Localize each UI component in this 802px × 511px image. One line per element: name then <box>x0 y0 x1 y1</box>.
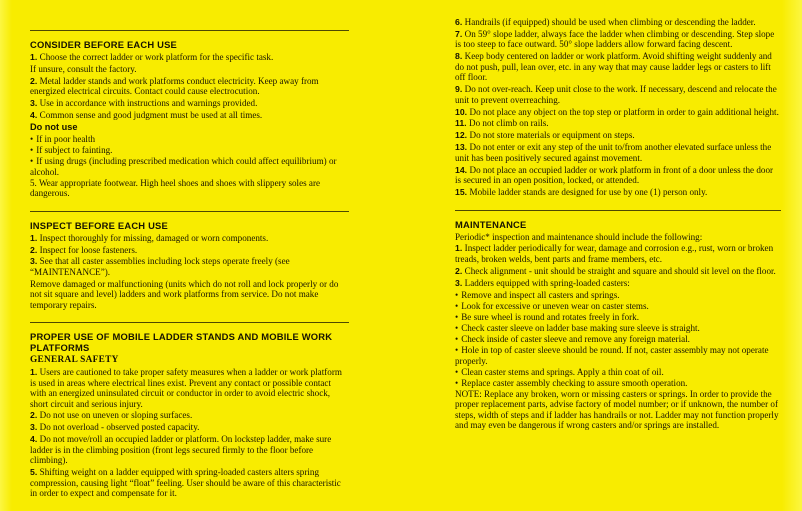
section <box>30 30 349 199</box>
bullet-item <box>30 145 349 156</box>
bullet-icon: • <box>30 133 34 144</box>
bold-label <box>30 122 349 133</box>
item-number: 8. <box>455 51 465 62</box>
item-number: 10. <box>455 106 470 117</box>
item-number: 15. <box>455 187 470 198</box>
right-column <box>455 0 781 432</box>
paragraph <box>455 389 781 431</box>
item-text: Check caster sleeve on ladder base making sure sleeve is straight. <box>461 322 700 333</box>
item-text: Check inside of caster sleeve and remove any foreign material. <box>461 333 690 344</box>
item-text: Do not store materials or equipment on steps. <box>469 130 635 141</box>
numbered-item <box>30 367 349 409</box>
item-number: 3. <box>455 277 465 288</box>
item-number: 2. <box>30 244 40 255</box>
numbered-item <box>455 142 781 163</box>
numbered-item <box>455 17 781 28</box>
numbered-item <box>455 29 781 50</box>
numbered-item <box>30 110 349 121</box>
section-divider <box>455 210 781 211</box>
numbered-item <box>455 266 781 277</box>
item-text: Clean caster stems and springs. Apply a thin coat of oil. <box>461 366 664 377</box>
numbered-item <box>455 278 781 289</box>
item-text: Do not climb on rails. <box>469 118 549 129</box>
item-number: 4. <box>30 434 40 445</box>
bullet-icon: • <box>455 300 459 311</box>
bullet-icon: • <box>455 333 459 344</box>
item-text: Keep body centered on ladder or work platform. Avoid shifting weight suddenly and do not push, pull, lean over, etc. in any way that may cause ladder legs or casters to lift off floor. <box>455 51 772 83</box>
item-number: 14. <box>455 164 470 175</box>
bullet-item <box>455 345 781 366</box>
numbered-item <box>455 118 781 129</box>
item-text: If subject to fainting. <box>36 144 113 155</box>
item-text: Be sure wheel is round and rotates freely in fork. <box>461 311 639 322</box>
item-text: Metal ladder stands and work platforms conduct electricity. Keep away from energized electrical circuits. Contact could cause electrocution. <box>30 75 319 97</box>
label-text: Do not use <box>30 121 78 132</box>
item-number: 4. <box>30 110 40 121</box>
section <box>30 211 349 311</box>
item-text: Hole in top of caster sleeve should be round. If not, caster assembly may not operate properly. <box>455 345 769 366</box>
item-number: 5. <box>30 177 39 188</box>
bullet-item <box>455 367 781 378</box>
bullet-icon: • <box>455 311 459 322</box>
item-text: Inspect ladder periodically for wear, damage and corrosion e.g., rust, worn or broken treads, broken welds, bent parts and frame members, etc. <box>455 243 774 264</box>
item-number: 1. <box>30 52 40 62</box>
paragraph <box>455 232 781 243</box>
bullet-icon: • <box>455 345 459 356</box>
bullet-item <box>30 156 349 177</box>
section <box>30 322 349 498</box>
bullet-icon: • <box>455 377 459 388</box>
item-number: 13. <box>455 142 470 153</box>
item-number: 12. <box>455 130 470 141</box>
item-text: Inspect for loose fasteners. <box>39 244 138 255</box>
item-text: Wear appropriate footwear. High heel shoes and shoes with slippery soles are dangerous. <box>30 177 321 199</box>
bullet-item <box>455 323 781 334</box>
item-text: Do not overload - observed posted capacity. <box>39 422 200 433</box>
item-text: Check alignment - unit should be straight and square and should sit level on the floor. <box>464 265 776 276</box>
item-text: Do not place an occupied ladder or work platform in front of a door unless the door is secured in an open position, locked, or attended. <box>455 164 774 186</box>
bullet-icon: • <box>30 144 34 155</box>
item-text: Inspect thoroughly for missing, damaged or worn components. <box>39 232 269 243</box>
item-number: 3. <box>30 98 40 109</box>
numbered-item <box>455 130 781 141</box>
item-text: NOTE: Replace any broken, worn or missing casters or springs. In order to provide the proper replacement parts, advise factory of model number; or if unknown, the number of steps, width of steps and if ladder has handrails or not. Ladder may not function properly and may even be dangerous if wrong casters and/or springs are installed. <box>455 388 779 431</box>
item-number: 9. <box>455 84 465 95</box>
item-text: See that all caster assemblies including lock steps operate freely (see “MAINTENANCE”). <box>30 256 290 277</box>
item-text: Do not place any object on the top step or platform in order to gain additional height. <box>469 106 779 117</box>
item-text: Do not use on uneven or sloping surfaces. <box>39 410 193 421</box>
numbered-item <box>30 467 349 499</box>
item-number: 7. <box>455 28 465 39</box>
item-text: Replace caster assembly checking to assure smooth operation. <box>461 377 688 388</box>
paragraph <box>30 64 349 75</box>
item-text: Choose the correct ladder or work platform for the specific task. <box>39 52 274 62</box>
item-text: Handrails (if equipped) should be used when climbing or descending the ladder. <box>464 17 756 27</box>
item-text: Mobile ladder stands are designed for use by one (1) person only. <box>469 187 708 198</box>
section-heading: GENERAL SAFETY <box>30 355 119 366</box>
bullet-item <box>455 312 781 323</box>
bullet-item <box>455 290 781 301</box>
section <box>455 210 781 431</box>
item-number: 2. <box>30 75 40 86</box>
left-column <box>30 0 349 500</box>
item-text: Do not enter or exit any step of the unit to/from another elevated surface unless the unit has been positively secured against movement. <box>455 142 772 163</box>
item-number: 1. <box>30 232 40 243</box>
bullet-icon: • <box>455 322 459 333</box>
numbered-item <box>455 243 781 264</box>
item-text: Look for excessive or uneven wear on caster stems. <box>461 300 649 311</box>
section-divider <box>30 211 349 212</box>
numbered-item <box>455 84 781 105</box>
item-number: 1. <box>455 243 465 254</box>
item-text: Do not move/roll an occupied ladder or platform. On lockstep ladder, make sure ladder is in the climbing position (front legs secured firmly to the floor before climbing). <box>30 434 332 466</box>
item-number: 2. <box>455 265 465 276</box>
numbered-item <box>455 187 781 198</box>
item-text: Shifting weight on a ladder equipped with spring-loaded casters alters spring compression, causing light “float” feeling. User should be aware of this characteristic in order to expect and compensate for it. <box>30 467 341 499</box>
item-text: Periodic* inspection and maintenance should include the following: <box>455 231 703 242</box>
section-divider <box>30 30 349 31</box>
numbered-item <box>30 52 349 63</box>
item-number: 6. <box>455 17 465 27</box>
numbered-item <box>30 434 349 466</box>
numbered-item <box>30 178 349 199</box>
item-number: 2. <box>30 410 40 421</box>
numbered-item <box>455 165 781 186</box>
numbered-item <box>30 76 349 97</box>
section-heading: CONSIDER BEFORE EACH USE <box>30 39 178 50</box>
item-number: 1. <box>30 367 40 378</box>
bullet-icon: • <box>455 366 459 377</box>
item-text: If unsure, consult the factory. <box>30 63 137 74</box>
item-text: Common sense and good judgment must be used at all times. <box>39 110 263 121</box>
bullet-item <box>455 334 781 345</box>
item-text: Ladders equipped with spring-loaded casters: <box>464 277 630 288</box>
paragraph <box>30 279 349 311</box>
item-text: Do not over-reach. Keep unit close to the work. If necessary, descend and relocate the unit to prevent overreaching. <box>455 84 777 105</box>
item-text: Remove and inspect all casters and springs. <box>461 289 620 300</box>
numbered-item <box>30 233 349 244</box>
bullet-icon: • <box>455 289 459 300</box>
item-text: Users are cautioned to take proper safety measures when a ladder or work platform is used in areas where electrical lines exist. Prevent any contact or possible contact with an energized uninsulated circuit or conductor in order to avoid electric shock, short circuit and serious injury. <box>30 367 342 409</box>
bullet-item <box>30 134 349 145</box>
item-text: Remove damaged or malfunctioning (units which do not roll and lock properly or do not sit square and level) ladders and work platforms from service. Do not make temporary repairs. <box>30 278 339 310</box>
item-text: If in poor health <box>36 133 96 144</box>
item-text: Use in accordance with instructions and warnings provided. <box>39 98 258 109</box>
numbered-item <box>30 245 349 256</box>
item-text: If using drugs (including prescribed medication which could affect equilibrium) or alcohol. <box>30 156 337 177</box>
section-heading: INSPECT BEFORE EACH USE <box>30 219 168 231</box>
bullet-item <box>455 301 781 312</box>
section <box>455 17 781 198</box>
numbered-item <box>30 422 349 433</box>
numbered-item <box>30 98 349 109</box>
section-heading: PROPER USE OF MOBILE LADDER STANDS AND MOBILE WORK PLATFORMS <box>30 331 333 354</box>
section-divider <box>30 322 349 323</box>
numbered-item <box>455 107 781 118</box>
item-number: 11. <box>455 118 470 129</box>
bullet-item <box>455 378 781 389</box>
numbered-item <box>30 410 349 421</box>
item-number: 5. <box>30 467 40 478</box>
item-number: 3. <box>30 422 40 433</box>
numbered-item <box>455 51 781 83</box>
section-heading: MAINTENANCE <box>455 218 527 230</box>
item-text: On 59° slope ladder, always face the ladder when climbing or descending. Step slope is too steep to face outward. 50° slope ladders allow forward facing descent. <box>455 28 775 50</box>
numbered-item <box>30 256 349 277</box>
item-number: 3. <box>30 256 40 267</box>
bullet-icon: • <box>30 156 34 167</box>
